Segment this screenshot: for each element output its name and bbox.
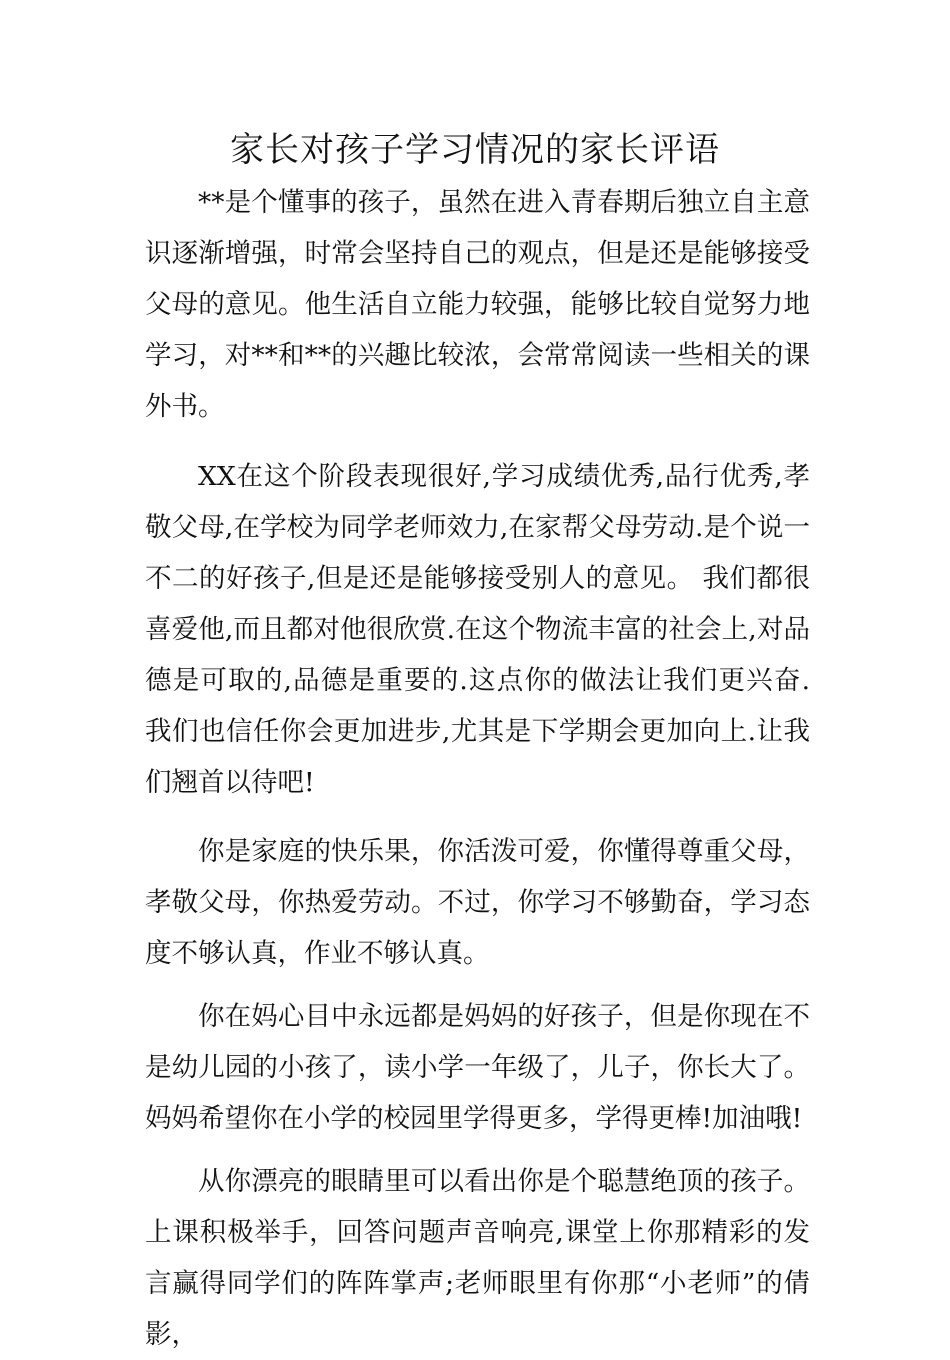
paragraph-2: XX在这个阶段表现很好,学习成绩优秀,品行优秀,孝敬父母,在学校为同学老师效力,在家帮父母劳动.是个说一不二的好孩子,但是还是能够接受别人的意见。 我们都很喜爱他,而且都对他很欣赏.在这个物流丰富的社会上,对品德是可取的,品德是重要的.这点你的做法让我们更兴奋. 我们也信任你会更加进步,尤其是下学期会更加向上.让我们翘首以待吧! [145,461,810,798]
paragraph-4: 你在妈心目中永远都是妈妈的好孩子，但是你现在不是幼儿园的小孩了，读小学一年级了，儿子，你长大了。妈妈希望你在小学的校园里学得更多，学得更棒!加油哦! [145,1001,810,1134]
document-body [145,177,810,1360]
paragraph-1: **是个懂事的孩子，虽然在进入青春期后独立自主意识逐渐增强，时常会坚持自己的观点，但是还是能够接受父母的意见。他生活自立能力较强，能够比较自觉努力地学习，对**和**的兴趣比较浓，会常常阅读一些相关的课外书。 [145,187,810,422]
paragraph-3: 你是家庭的快乐果，你活泼可爱，你懂得尊重父母，孝敬父母，你热爱劳动。不过，你学习不够勤奋，学习态度不够认真，作业不够认真。 [145,836,810,969]
paragraph-5: 从你漂亮的眼睛里可以看出你是个聪慧绝顶的孩子。上课积极举手，回答问题声音响亮,课堂上你那精彩的发言赢得同学们的阵阵掌声;老师眼里有你那“小老师”的倩影， [145,1166,810,1350]
page-title: 家长对孩子学习情况的家长评语 [230,130,720,170]
